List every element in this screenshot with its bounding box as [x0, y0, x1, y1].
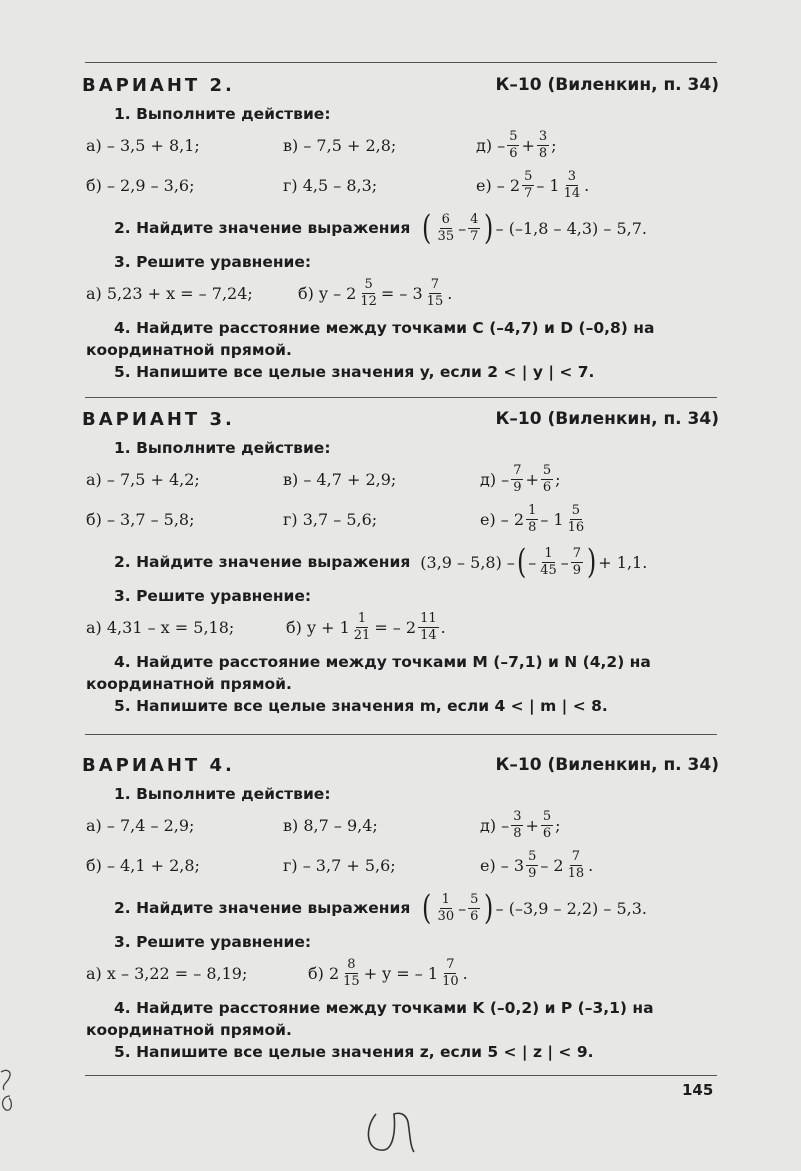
- numerator: 3: [538, 128, 548, 144]
- page-number: 145: [682, 1081, 714, 1099]
- task-1-row-1: [80, 805, 725, 845]
- fraction: [468, 213, 480, 244]
- task-4-line-2: координатной прямой.: [86, 1021, 292, 1039]
- task-1-row-1: [80, 125, 725, 165]
- task-3-row: [80, 273, 725, 313]
- expr-part: б) y + 1: [286, 617, 350, 637]
- expr-part: +: [525, 469, 539, 489]
- expr-part: е) – 2: [480, 509, 525, 529]
- fraction: [511, 810, 523, 841]
- paren: ): [484, 888, 494, 928]
- expr-part: е) – 2: [476, 175, 521, 195]
- denominator: 16: [567, 519, 585, 535]
- expr-part: .: [447, 283, 453, 303]
- task-1-v: в) – 7,5 + 2,8;: [283, 135, 397, 155]
- task-2-row: [80, 539, 725, 585]
- fraction: [507, 130, 519, 161]
- task-1-a: а) – 3,5 + 8,1;: [86, 135, 200, 155]
- denominator: 7: [470, 228, 479, 244]
- expr-part: + y = – 1: [363, 963, 439, 983]
- fraction: [436, 893, 457, 924]
- expr-part: ;: [551, 135, 557, 155]
- task-1-e: [480, 845, 593, 885]
- fraction: [541, 464, 553, 495]
- expr-part: = – 2: [374, 617, 417, 637]
- fraction: [537, 130, 549, 161]
- task-1-v: в) 8,7 – 9,4;: [283, 815, 378, 835]
- variant-title: ВАРИАНТ 2.: [82, 75, 235, 96]
- paren: (: [422, 208, 432, 248]
- expr-part: –: [458, 218, 467, 238]
- fraction: [541, 810, 553, 841]
- expr-part: – 2: [540, 855, 564, 875]
- fraction: [440, 958, 461, 989]
- numerator: 5: [542, 808, 552, 824]
- task-5: 5. Напишите все целые значения y, если 2 < | y | < 7.: [114, 363, 595, 381]
- numerator: 8: [347, 956, 356, 972]
- numerator: 7: [430, 276, 440, 292]
- expr-part: д) –: [480, 815, 510, 835]
- denominator: 8: [528, 519, 537, 535]
- expr-part: + 1,1.: [598, 552, 648, 572]
- numerator: 3: [513, 808, 522, 824]
- handwritten-mark-icon: [358, 1094, 428, 1164]
- numerator: 5: [509, 128, 518, 144]
- denominator: 14: [420, 627, 437, 643]
- denominator: 12: [360, 293, 377, 309]
- fraction: [526, 850, 538, 881]
- denominator: 8: [513, 825, 522, 841]
- task-2-label: 2. Найдите значение выражения: [114, 553, 411, 571]
- denominator: 45: [540, 562, 557, 578]
- expr-part: ;: [555, 469, 561, 489]
- task-1-row-2: [80, 845, 725, 885]
- task-1-row-1: [80, 459, 725, 499]
- bottom-rule: [85, 1075, 717, 1076]
- denominator: 35: [437, 228, 455, 244]
- expr-part: д) –: [476, 135, 506, 155]
- paren: (: [422, 888, 432, 928]
- expr-part: +: [521, 135, 535, 155]
- fraction: [538, 547, 559, 578]
- task-1-label: 1. Выполните действие:: [114, 785, 331, 803]
- expr-part: б) 2: [308, 963, 340, 983]
- expr-part: – (–1,8 – 4,3) – 5,7.: [495, 218, 647, 238]
- fraction: [526, 504, 538, 535]
- fraction: [566, 850, 587, 881]
- fraction: [571, 547, 583, 578]
- task-1-d: [480, 805, 561, 845]
- task-3-a: а) 4,31 – x = 5,18;: [86, 617, 235, 637]
- task-2: [114, 205, 647, 251]
- task-4-line-2: координатной прямой.: [86, 341, 292, 359]
- paren: (: [516, 542, 527, 582]
- task-2-expression: [420, 888, 647, 928]
- expr-part: = – 3: [380, 283, 423, 303]
- divider-rule: [85, 734, 717, 735]
- denominator: 30: [437, 908, 455, 924]
- task-1-a: а) – 7,4 – 2,9;: [86, 815, 195, 835]
- fraction: [358, 278, 379, 309]
- task-1-label: 1. Выполните действие:: [114, 439, 331, 457]
- task-1-b: б) – 3,7 – 5,8;: [86, 509, 195, 529]
- expr-part: – 1: [540, 509, 564, 529]
- paren: ): [484, 208, 494, 248]
- fraction: [468, 893, 480, 924]
- numerator: 5: [524, 168, 533, 184]
- denominator: 10: [442, 973, 459, 989]
- numerator: 7: [571, 848, 581, 864]
- fraction: [436, 213, 457, 244]
- task-4-line-1: 4. Найдите расстояние между точками K (–0,2) и P (–3,1) на: [114, 999, 654, 1017]
- task-4-line-1: 4. Найдите расстояние между точками M (–7,1) и N (4,2) на: [114, 653, 651, 671]
- numerator: 6: [441, 211, 450, 227]
- expr-part: .: [440, 617, 446, 637]
- numerator: 5: [364, 276, 373, 292]
- task-1-d: [476, 125, 557, 165]
- task-2-label: 2. Найдите значение выражения: [114, 899, 411, 917]
- numerator: 7: [446, 956, 455, 972]
- denominator: 14: [563, 185, 581, 201]
- variant-reference: К–10 (Виленкин, п. 34): [495, 755, 719, 775]
- fraction: [566, 504, 587, 535]
- task-4-line-1: 4. Найдите расстояние между точками C (–4,7) и D (–0,8) на: [114, 319, 655, 337]
- task-3-row: [80, 607, 725, 647]
- expr-part: е) – 3: [480, 855, 525, 875]
- denominator: 6: [542, 479, 552, 495]
- expr-part: .: [584, 175, 590, 195]
- task-1-a: а) – 7,5 + 4,2;: [86, 469, 200, 489]
- fraction: [418, 612, 439, 643]
- task-2: [114, 539, 647, 585]
- task-1-g: г) 3,7 – 5,6;: [283, 509, 378, 529]
- denominator: 6: [470, 908, 479, 924]
- divider-rule: [85, 397, 717, 398]
- task-3-b: [308, 953, 468, 993]
- expr-part: –: [528, 552, 537, 572]
- fraction: [522, 170, 534, 201]
- task-2-expression: [420, 542, 648, 582]
- expr-part: – (–3,9 – 2,2) – 5,3.: [495, 898, 647, 918]
- expr-part: .: [462, 963, 468, 983]
- expr-part: д) –: [480, 469, 510, 489]
- variant-title: ВАРИАНТ 3.: [82, 409, 235, 430]
- task-3-b: [286, 607, 446, 647]
- task-3-a: а) x – 3,22 = – 8,19;: [86, 963, 248, 983]
- expr-part: б) y – 2: [298, 283, 357, 303]
- task-1-v: в) – 4,7 + 2,9;: [283, 469, 397, 489]
- task-1-d: [480, 459, 561, 499]
- numerator: 3: [567, 168, 577, 184]
- denominator: 21: [353, 627, 371, 643]
- task-4-line-2: координатной прямой.: [86, 675, 292, 693]
- numerator: 1: [544, 545, 553, 561]
- task-3-label: 3. Решите уравнение:: [114, 933, 312, 951]
- top-rule: [85, 62, 717, 63]
- task-2-row: [80, 205, 725, 251]
- task-1-b: б) – 2,9 – 3,6;: [86, 175, 195, 195]
- denominator: 9: [572, 562, 582, 578]
- variant-title: ВАРИАНТ 4.: [82, 755, 235, 776]
- task-2-row: [80, 885, 725, 931]
- fraction: [511, 464, 523, 495]
- task-1-e: [480, 499, 588, 539]
- fraction: [425, 278, 446, 309]
- paren: ): [587, 542, 597, 582]
- numerator: 1: [441, 891, 450, 907]
- expr-part: –: [458, 898, 467, 918]
- numerator: 5: [571, 502, 581, 518]
- fraction: [352, 612, 373, 643]
- expr-part: +: [525, 815, 539, 835]
- numerator: 7: [572, 545, 582, 561]
- task-3-a: а) 5,23 + x = – 7,24;: [86, 283, 253, 303]
- margin-note-icon: [0, 1066, 16, 1114]
- expr-part: ;: [555, 815, 561, 835]
- expr-part: – 1: [536, 175, 560, 195]
- variant-reference: К–10 (Виленкин, п. 34): [495, 409, 719, 429]
- task-3-b: [298, 273, 452, 313]
- numerator: 5: [542, 462, 552, 478]
- numerator: 4: [470, 211, 479, 227]
- numerator: 7: [513, 462, 522, 478]
- task-2: [114, 885, 647, 931]
- denominator: 9: [528, 865, 537, 881]
- numerator: 1: [357, 610, 367, 626]
- task-1-row-2: [80, 165, 725, 205]
- variant-reference: К–10 (Виленкин, п. 34): [495, 75, 719, 95]
- expr-part: .: [588, 855, 594, 875]
- task-1-e: [476, 165, 589, 205]
- variant-4: [80, 755, 725, 1063]
- fraction: [341, 958, 362, 989]
- denominator: 9: [513, 479, 522, 495]
- task-3-label: 3. Решите уравнение:: [114, 253, 312, 271]
- expr-part: (3,9 – 5,8) –: [420, 552, 515, 572]
- denominator: 18: [567, 865, 585, 881]
- task-3-label: 3. Решите уравнение:: [114, 587, 312, 605]
- denominator: 8: [538, 145, 548, 161]
- expr-part: –: [560, 552, 569, 572]
- task-1-label: 1. Выполните действие:: [114, 105, 331, 123]
- numerator: 1: [528, 502, 537, 518]
- task-5: 5. Напишите все целые значения m, если 4 < | m | < 8.: [114, 697, 608, 715]
- numerator: 5: [470, 891, 479, 907]
- variant-2: [80, 75, 725, 383]
- task-2-expression: [420, 208, 647, 248]
- denominator: 15: [426, 293, 444, 309]
- task-1-g: г) 4,5 – 8,3;: [283, 175, 378, 195]
- denominator: 7: [524, 185, 533, 201]
- numerator: 11: [420, 610, 437, 626]
- denominator: 15: [343, 973, 360, 989]
- task-3-row: [80, 953, 725, 993]
- fraction: [562, 170, 583, 201]
- task-2-label: 2. Найдите значение выражения: [114, 219, 411, 237]
- numerator: 5: [528, 848, 537, 864]
- variant-3: [80, 409, 725, 717]
- task-5: 5. Напишите все целые значения z, если 5 < | z | < 9.: [114, 1043, 594, 1061]
- task-1-b: б) – 4,1 + 2,8;: [86, 855, 200, 875]
- denominator: 6: [542, 825, 552, 841]
- task-1-row-2: [80, 499, 725, 539]
- task-1-g: г) – 3,7 + 5,6;: [283, 855, 396, 875]
- denominator: 6: [509, 145, 518, 161]
